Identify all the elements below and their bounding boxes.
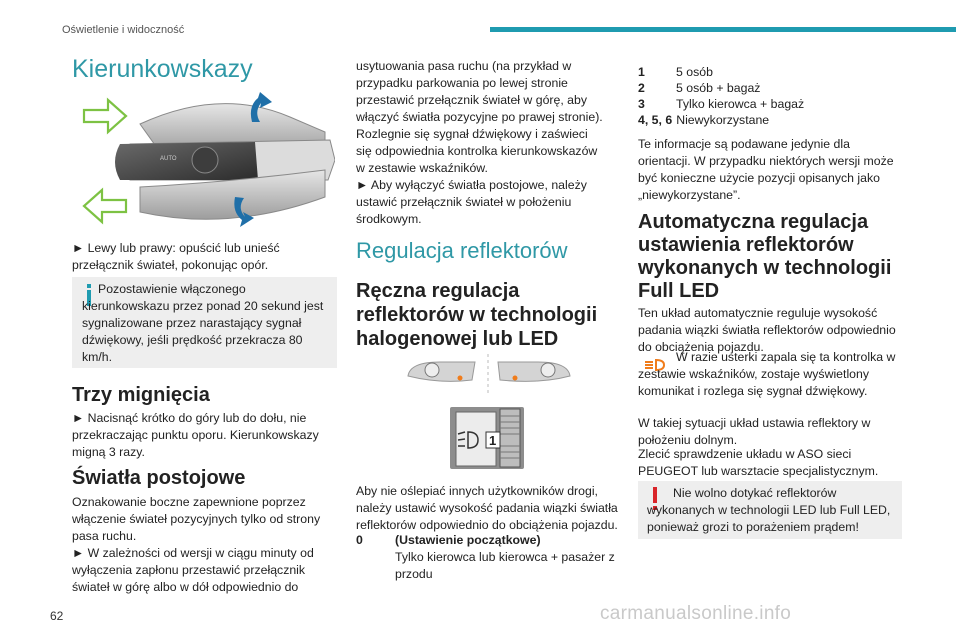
page-title: Kierunkowskazy (72, 55, 253, 83)
paragraph-auto: Ten układ automatycznie reguluje wysokość padania wiązki światła reflektorów odpowiednio do obciążenia pojazdu. (638, 306, 896, 354)
position-item-3: 3 Tylko kierowca + bagaż (638, 97, 805, 111)
header-section: Oświetlenie i widoczność (62, 24, 185, 36)
heading-three-blinks: Trzy mignięcia (72, 384, 210, 406)
info-text: Pozostawienie włączonego kierunkowskazu przez ponad 20 sekund jest sygnalizowane przez narastający sygnał dźwiękowy, jeśli prędkość przekracza 80 km/h. (82, 282, 324, 364)
position-0-title: (Ustawienie początkowe) (395, 533, 541, 547)
heading-parking-lights: Światła postojowe (72, 467, 246, 489)
paragraph-fault: W razie usterki zapala się ta kontrolka w zestawie wskaźników, zostaje wyświetlony komunikat i rozlega się sygnał dźwiękowy. (638, 350, 896, 398)
position-item-2: 2 5 osób + bagaż (638, 81, 761, 95)
paragraph-continued: usytuowania pasa ruchu (na przykład w przypadku parkowania po lewej stronie przestawić przełącznik świateł w górę, aby włączyć światła pozycyjne po prawej stronie). Rozlegnie się sygnał dźwiękowy i zaświeci się odpowiednia kontrolka kierunkowskazów w zestawie wskaźników. (356, 59, 603, 175)
position-item-456: 4, 5, 6 Niewykorzystane (638, 113, 770, 127)
heading-manual-adjust: Ręczna regulacja reflektorów w technologii halogenowej lub LED (356, 280, 598, 350)
paragraph-turn: ► Lewy lub prawy: opuścić lub unieść przełącznik świateł, pokonując opór. (72, 241, 280, 272)
paragraph-parking-2: ► W zależności od wersji w ciągu minuty od wyłączenia zapłonu przestawić przełącznik świateł w górę albo w dół odpowiednio do (72, 546, 314, 594)
warning-text: Nie wolno dotykać reflektorów wykonanych w technologii LED lub Full LED, ponieważ grozi to porażeniem prądem! (647, 486, 891, 534)
info-box (72, 277, 337, 368)
heading-auto-adjust: Automatyczna regulacja ustawienia reflektorów wykonanych w technologii Full LED (638, 211, 892, 302)
warning-box (638, 481, 902, 539)
page-number: 62 (50, 609, 64, 623)
arrow-left-icon (84, 190, 126, 222)
paragraph-three-blinks: ► Nacisnąć krótko do góry lub do dołu, nie przekraczając punktu oporu. Kierunkowskazy migną 3 razy. (72, 411, 319, 459)
svg-text:AUTO: AUTO (160, 156, 177, 162)
paragraph-orientation: Te informacje są podawane jedynie dla orientacji. W przypadku niektórych wersji może być konieczne użycie pozycji opisanych jako „niewykorzystane”. (638, 137, 894, 202)
position-item-1: 1 5 osób (638, 65, 713, 79)
paragraph-fault-2: W takiej sytuacji układ ustawia reflektory w położeniu dolnym. (638, 416, 871, 447)
headlamp-adjust-illustration (400, 352, 580, 472)
dial-value: 1 (489, 433, 497, 448)
position-0-desc: Tylko kierowca lub kierowca + pasażer z przodu (395, 550, 615, 581)
paragraph-glare: Aby nie oślepiać innych użytkowników drogi, należy ustawić wysokość padania wiązki światła reflektorów odpowiednio do obciążenia pojazdu. (356, 484, 618, 532)
watermark: carmanualsonline.info (600, 603, 792, 624)
arrow-right-icon (84, 100, 126, 132)
turn-signal-stalk-illustration (80, 92, 335, 227)
heading-headlamp-adjust: Regulacja reflektorów (356, 238, 568, 263)
paragraph-parking-off: ► Aby wyłączyć światła postojowe, należy ustawić przełącznik świateł w położeniu środkowym. (356, 178, 587, 226)
header-accent-bar (490, 27, 956, 32)
paragraph-parking-1: Oznakowanie boczne zapewnione poprzez włączenie świateł pozycyjnych tylko od strony pasa ruchu. (72, 495, 321, 543)
position-0-num: 0 (356, 533, 363, 547)
paragraph-fault-3: Zlecić sprawdzenie układu w ASO sieci PEUGEOT lub warsztacie specjalistycznym. (638, 447, 879, 478)
